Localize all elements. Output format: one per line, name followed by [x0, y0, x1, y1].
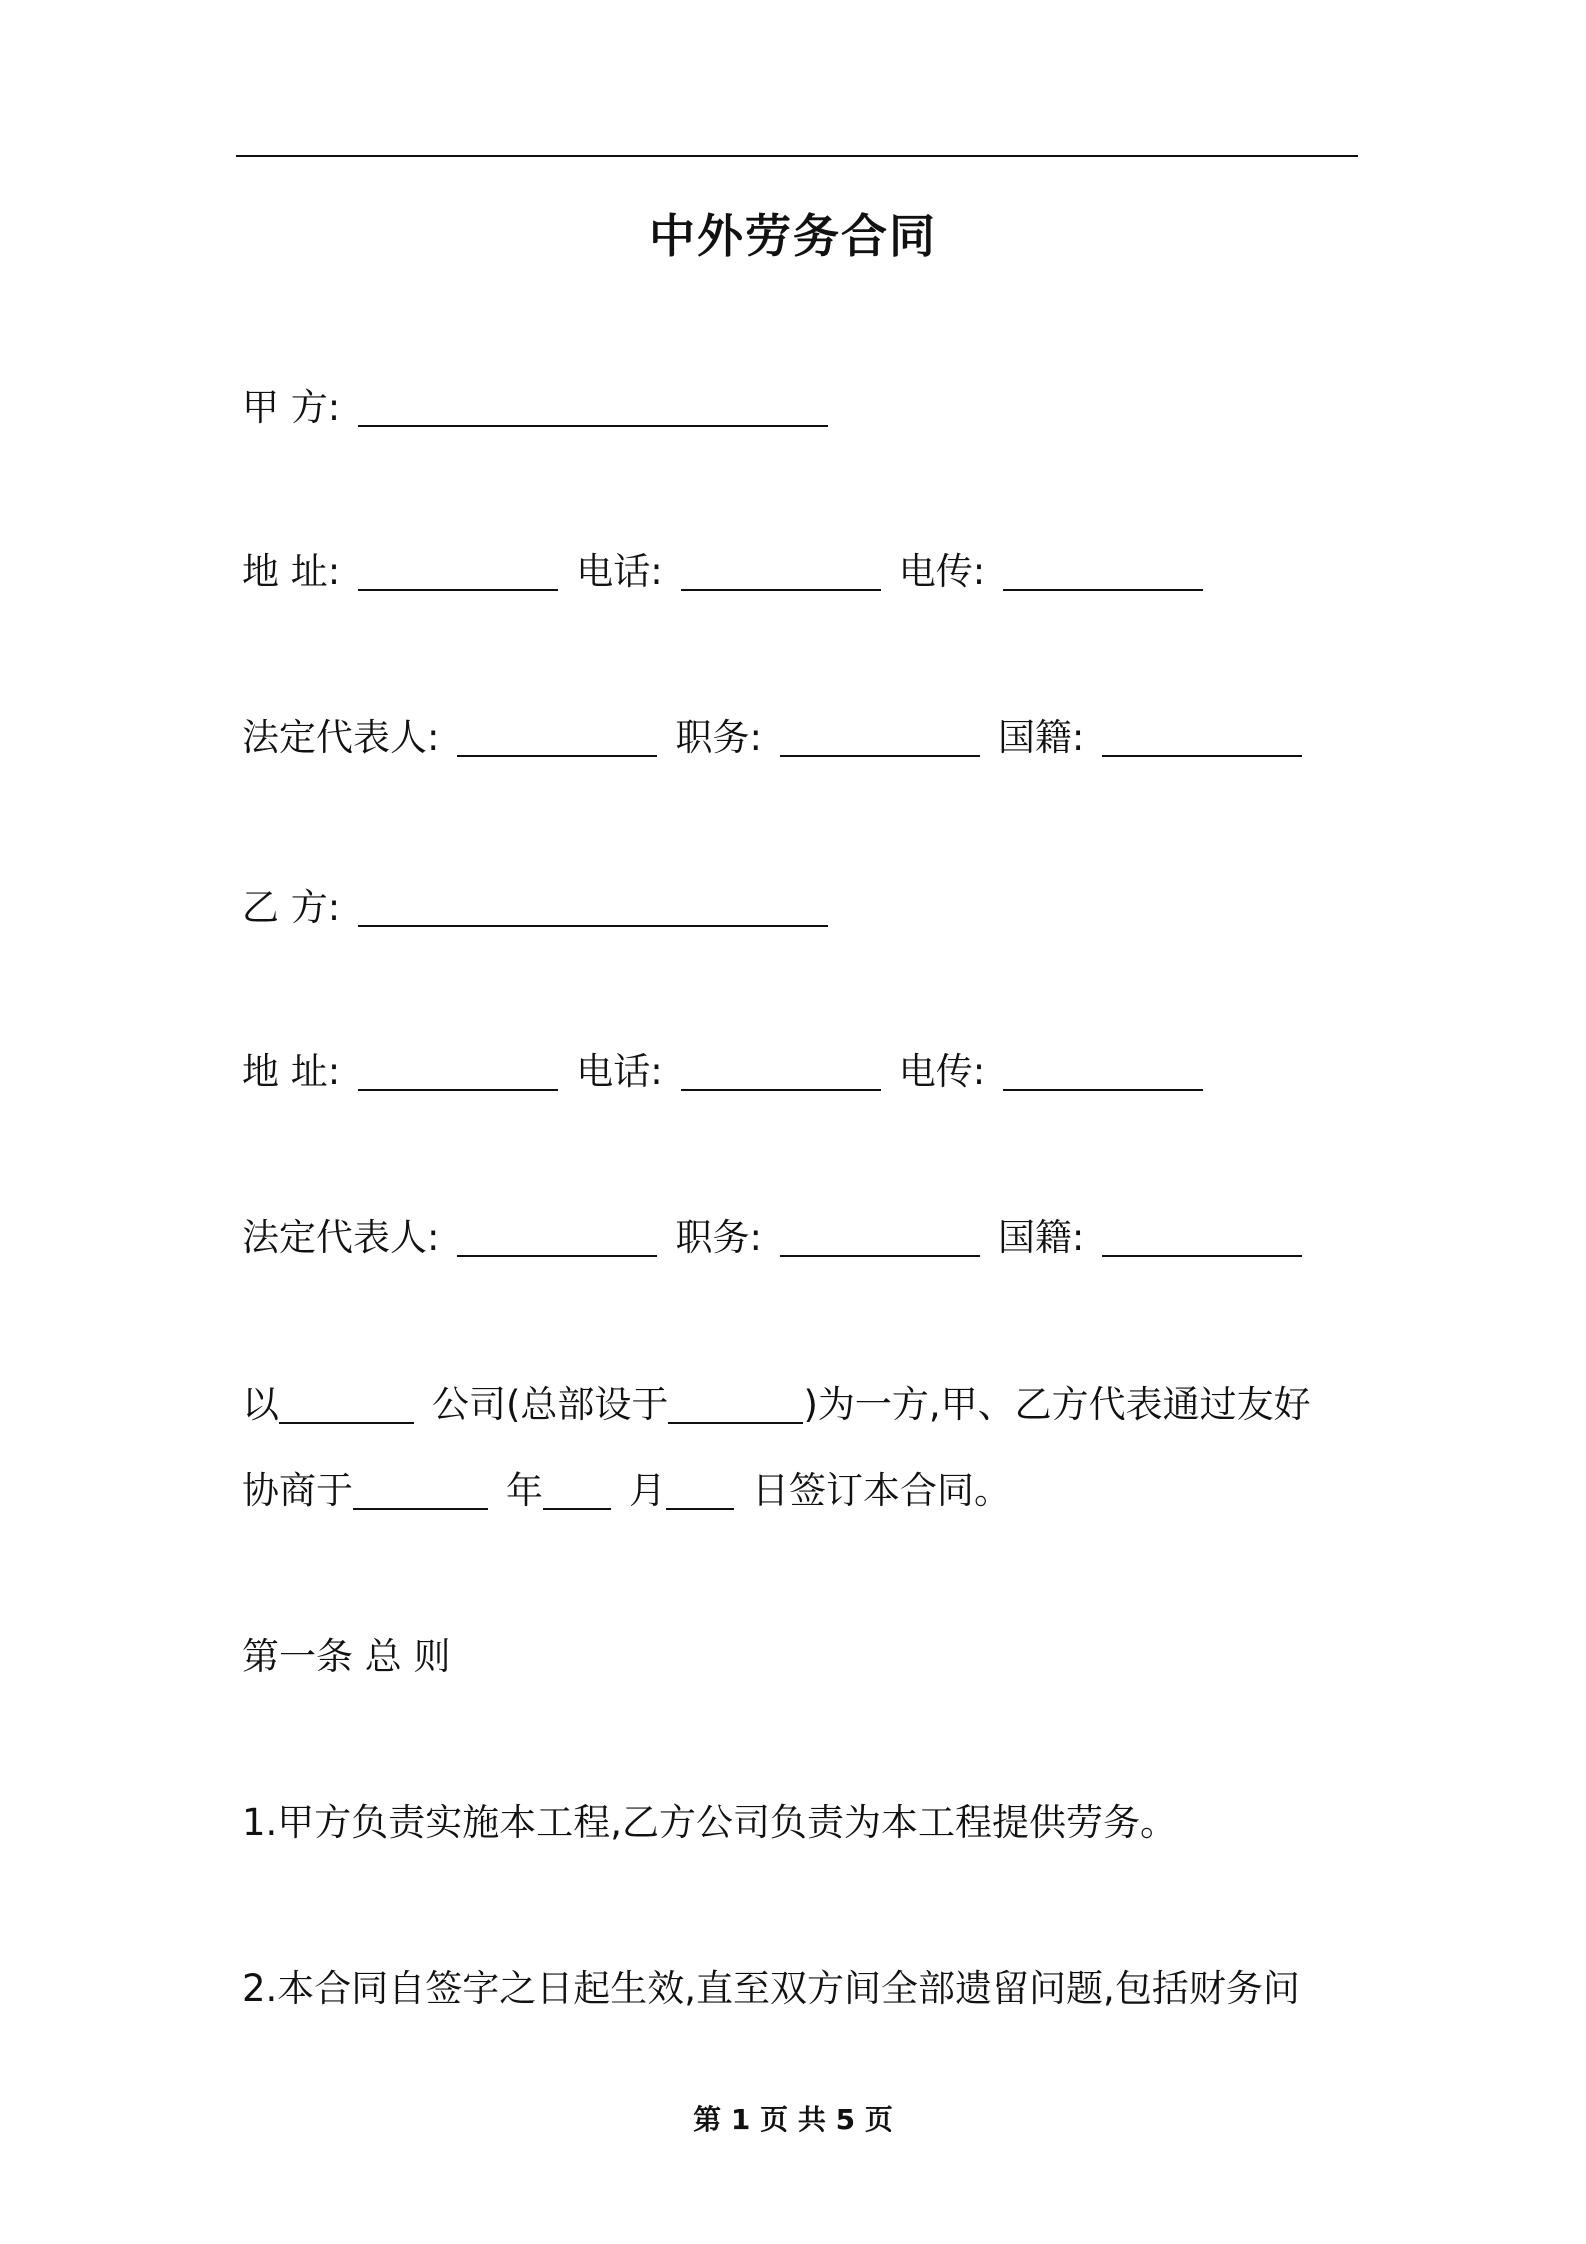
day-blank[interactable] [666, 1472, 734, 1510]
article-1-heading: 第一条 总 则 [242, 1635, 451, 1678]
preamble-line-1 [242, 1380, 1311, 1430]
preamble-text: 以 [242, 1383, 279, 1426]
party-a-address-label: 地 址: [242, 550, 341, 593]
party-a-nationality-blank[interactable] [1102, 719, 1302, 757]
article-1-clause-2: 2.本合同自签字之日起生效,直至双方间全部遗留问题,包括财务问 [242, 1967, 1300, 2010]
preamble-text: 年 [506, 1469, 543, 1512]
party-b-address-blank[interactable] [358, 1053, 558, 1091]
party-b-row [242, 883, 828, 933]
year-blank[interactable] [353, 1472, 488, 1510]
party-a-contact-row [242, 547, 1203, 597]
preamble-text: 协商于 [242, 1469, 353, 1512]
party-a-position-label: 职务: [675, 716, 762, 759]
party-a-fax-blank[interactable] [1003, 553, 1203, 591]
party-b-nationality-blank[interactable] [1102, 1219, 1302, 1257]
party-b-contact-row [242, 1047, 1203, 1097]
headquarters-blank[interactable] [668, 1386, 803, 1424]
party-b-fax-blank[interactable] [1003, 1053, 1203, 1091]
party-b-blank[interactable] [358, 889, 828, 927]
preamble-text: )为一方,甲、乙方代表通过友好 [803, 1383, 1311, 1426]
article-1-clause-1: 1.甲方负责实施本工程,乙方公司负责为本工程提供劳务。 [242, 1801, 1178, 1844]
party-b-phone-blank[interactable] [681, 1053, 881, 1091]
party-b-position-label: 职务: [675, 1216, 762, 1259]
party-b-legal-rep-blank[interactable] [457, 1219, 657, 1257]
party-b-label: 乙 方: [242, 886, 341, 929]
party-a-position-blank[interactable] [780, 719, 980, 757]
preamble-line-2 [242, 1466, 1011, 1516]
party-b-fax-label: 电传: [898, 1050, 986, 1093]
party-a-row [242, 383, 828, 433]
party-a-legal-rep-blank[interactable] [457, 719, 657, 757]
month-blank[interactable] [543, 1472, 611, 1510]
party-b-address-label: 地 址: [242, 1050, 341, 1093]
party-b-rep-row [242, 1213, 1302, 1263]
page-number: 第 1 页 共 5 页 [693, 2103, 893, 2136]
party-b-phone-label: 电话: [576, 1050, 663, 1093]
party-a-fax-label: 电传: [898, 550, 986, 593]
party-a-legal-rep-label: 法定代表人: [242, 716, 440, 759]
party-a-nationality-label: 国籍: [997, 716, 1085, 759]
document-title: 中外劳务合同 [649, 209, 937, 263]
preamble-text: 日签订本合同。 [752, 1469, 1011, 1512]
header-rule [236, 155, 1358, 157]
preamble-text: 月 [629, 1469, 666, 1512]
party-a-label: 甲 方: [242, 386, 341, 429]
party-a-phone-label: 电话: [576, 550, 663, 593]
company-name-blank[interactable] [279, 1386, 414, 1424]
party-b-position-blank[interactable] [780, 1219, 980, 1257]
party-b-legal-rep-label: 法定代表人: [242, 1216, 440, 1259]
party-b-nationality-label: 国籍: [997, 1216, 1085, 1259]
party-a-address-blank[interactable] [358, 553, 558, 591]
preamble-text: 公司(总部设于 [432, 1383, 669, 1426]
party-a-rep-row [242, 713, 1302, 763]
party-a-phone-blank[interactable] [681, 553, 881, 591]
party-a-blank[interactable] [358, 389, 828, 427]
